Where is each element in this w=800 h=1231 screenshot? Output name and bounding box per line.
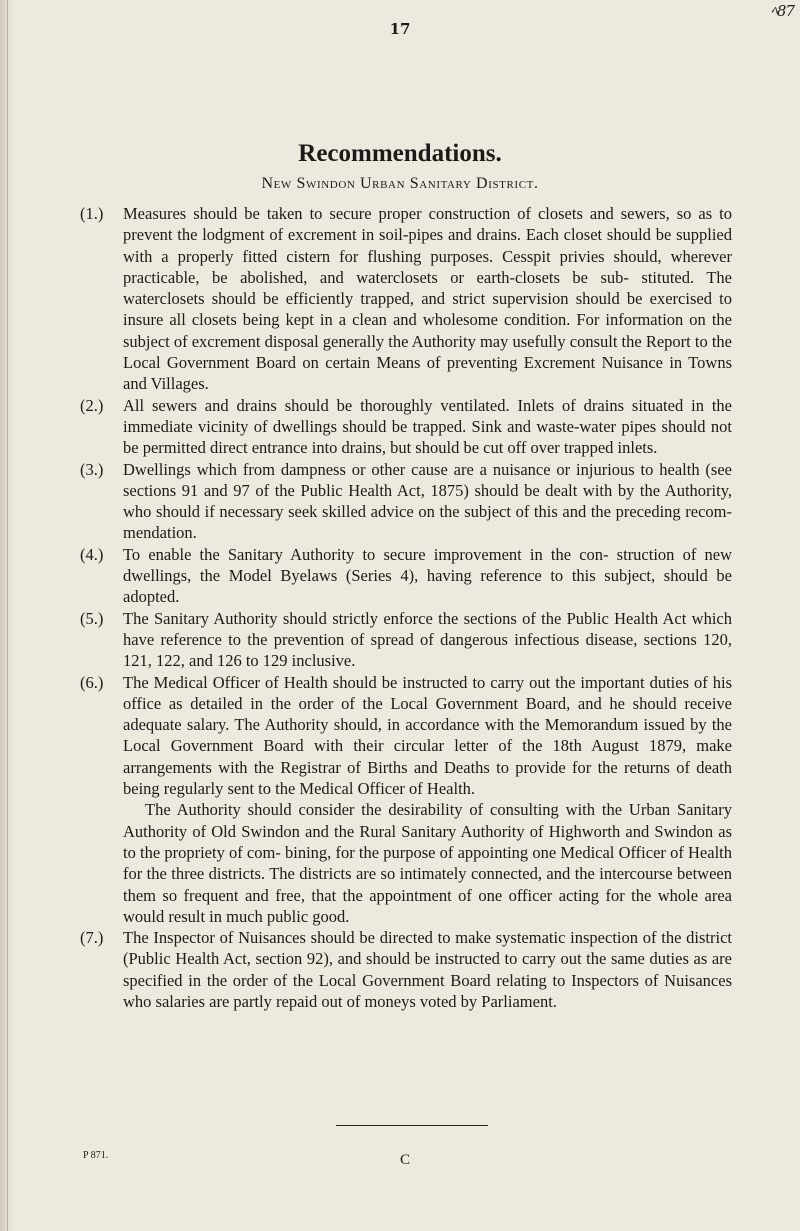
recommendation-number: (5.): [80, 608, 104, 628]
recommendation-paragraph: The Medical Officer of Health should be instructed to carry out the important duties of his office as detailed in the order of the Local Government Board, and he should receive adequate salary. The Authority should, in accordance with the Memorandum issued by the Local Government Board with their circular letter of the 18th August 1879, make arrangements with the Registrar of Births and Deaths to provide for the returns of death being regularly sent to the Medical Officer of Health.: [123, 672, 732, 799]
recommendation-paragraph: Measures should be taken to secure proper construction of closets and sewers, so as to prevent the lodgment of excrement in soil-pipes and drains. Each closet should be supplied with a properly fitted cistern for flushing purposes. Cesspit privies should, wherever practicable, be abolished, and waterclosets or earth-closets be sub- stituted. The waterclosets should be efficiently trapped, and strict supervision should be exercised to insure all closets being kept in a clean and wholesome condition. For information on the subject of excrement disposal generally the Authority may usefully consult the Report to the Local Government Board on certain Means of preventing Excrement Nuisance in Towns and Villages.: [123, 204, 732, 394]
recommendation-paragraph: The Inspector of Nuisances should be directed to make systematic inspection of the district (Public Health Act, section 92), and should be instructed to carry out the same duties as are specified in the order of the Local Government Board relating to Inspectors of Nuisances who salaries are partly repaid out of moneys voted by Parliament.: [123, 928, 732, 1011]
recommendation-5: [80, 608, 732, 672]
signature-letter: C: [400, 1152, 411, 1168]
recommendation-3: [80, 459, 732, 544]
recommendation-paragraph: Dwellings which from dampness or other cause are a nuisance or injurious to health (see sections 91 and 97 of the Public Health Act, 1875) should be dealt with by the Authority, who should if necessary seek skilled advice on the subject of this and the preceding recom- mendation.: [123, 459, 732, 543]
corner-handwritten-mark: ﾍ87: [770, 2, 794, 20]
recommendation-body: [123, 395, 732, 459]
recommendation-1: [80, 203, 732, 395]
recommendation-paragraph: To enable the Sanitary Authority to secure improvement in the con- struction of new dwellings, the Model Byelaws (Series 4), having reference to this subject, should be adopted.: [123, 544, 732, 607]
recommendation-body: [123, 672, 732, 928]
recommendation-body: [123, 927, 732, 1012]
recommendation-number: (4.): [80, 544, 104, 564]
recommendations-list: [80, 203, 732, 1012]
recommendation-number: (3.): [80, 459, 104, 479]
recommendation-number: (6.): [80, 672, 104, 692]
recommendation-body: [123, 459, 732, 544]
recommendation-paragraph: The Authority should consider the desirability of consulting with the Urban Sanitary Authority of Old Swindon and the Rural Sanitary Authority of Highworth and Swindon as to the propriety of com- bining, for the purpose of appointing one Medical Officer of Health for the three districts. The districts are so intimately connected, and the intercourse between them so frequent and free, that the appointment of one officer acting for the whole area would result in much public good.: [123, 800, 732, 926]
district-subtitle: New Swindon Urban Sanitary District.: [261, 175, 539, 192]
print-code: P 871.: [83, 1150, 109, 1161]
recommendation-paragraph: The Sanitary Authority should strictly enforce the sections of the Public Health Act which have reference to the prevention of spread of dangerous infectious disease, sections 120, 121, 122, and 126 to 129 inclusive.: [123, 608, 732, 671]
recommendation-2: [80, 395, 732, 459]
recommendation-paragraph: All sewers and drains should be thoroughly ventilated. Inlets of drains situated in the immediate vicinity of dwellings should be trapped. Sink and waste-water pipes should not be permitted direct entrance into drains, but should be cut off over trapped inlets.: [123, 395, 732, 458]
page-title: Recommendations.: [298, 140, 502, 167]
recommendation-6: [80, 672, 732, 928]
recommendation-7: [80, 927, 732, 1012]
recommendation-number: (7.): [80, 928, 104, 948]
recommendation-body: [123, 608, 732, 672]
recommendation-body: [123, 203, 732, 395]
recommendation-body: [123, 544, 732, 608]
closing-rule: [336, 1125, 488, 1126]
page-number: 17: [389, 20, 411, 38]
recommendation-number: (1.): [80, 204, 104, 223]
recommendation-4: [80, 544, 732, 608]
recommendation-number: (2.): [80, 395, 104, 415]
